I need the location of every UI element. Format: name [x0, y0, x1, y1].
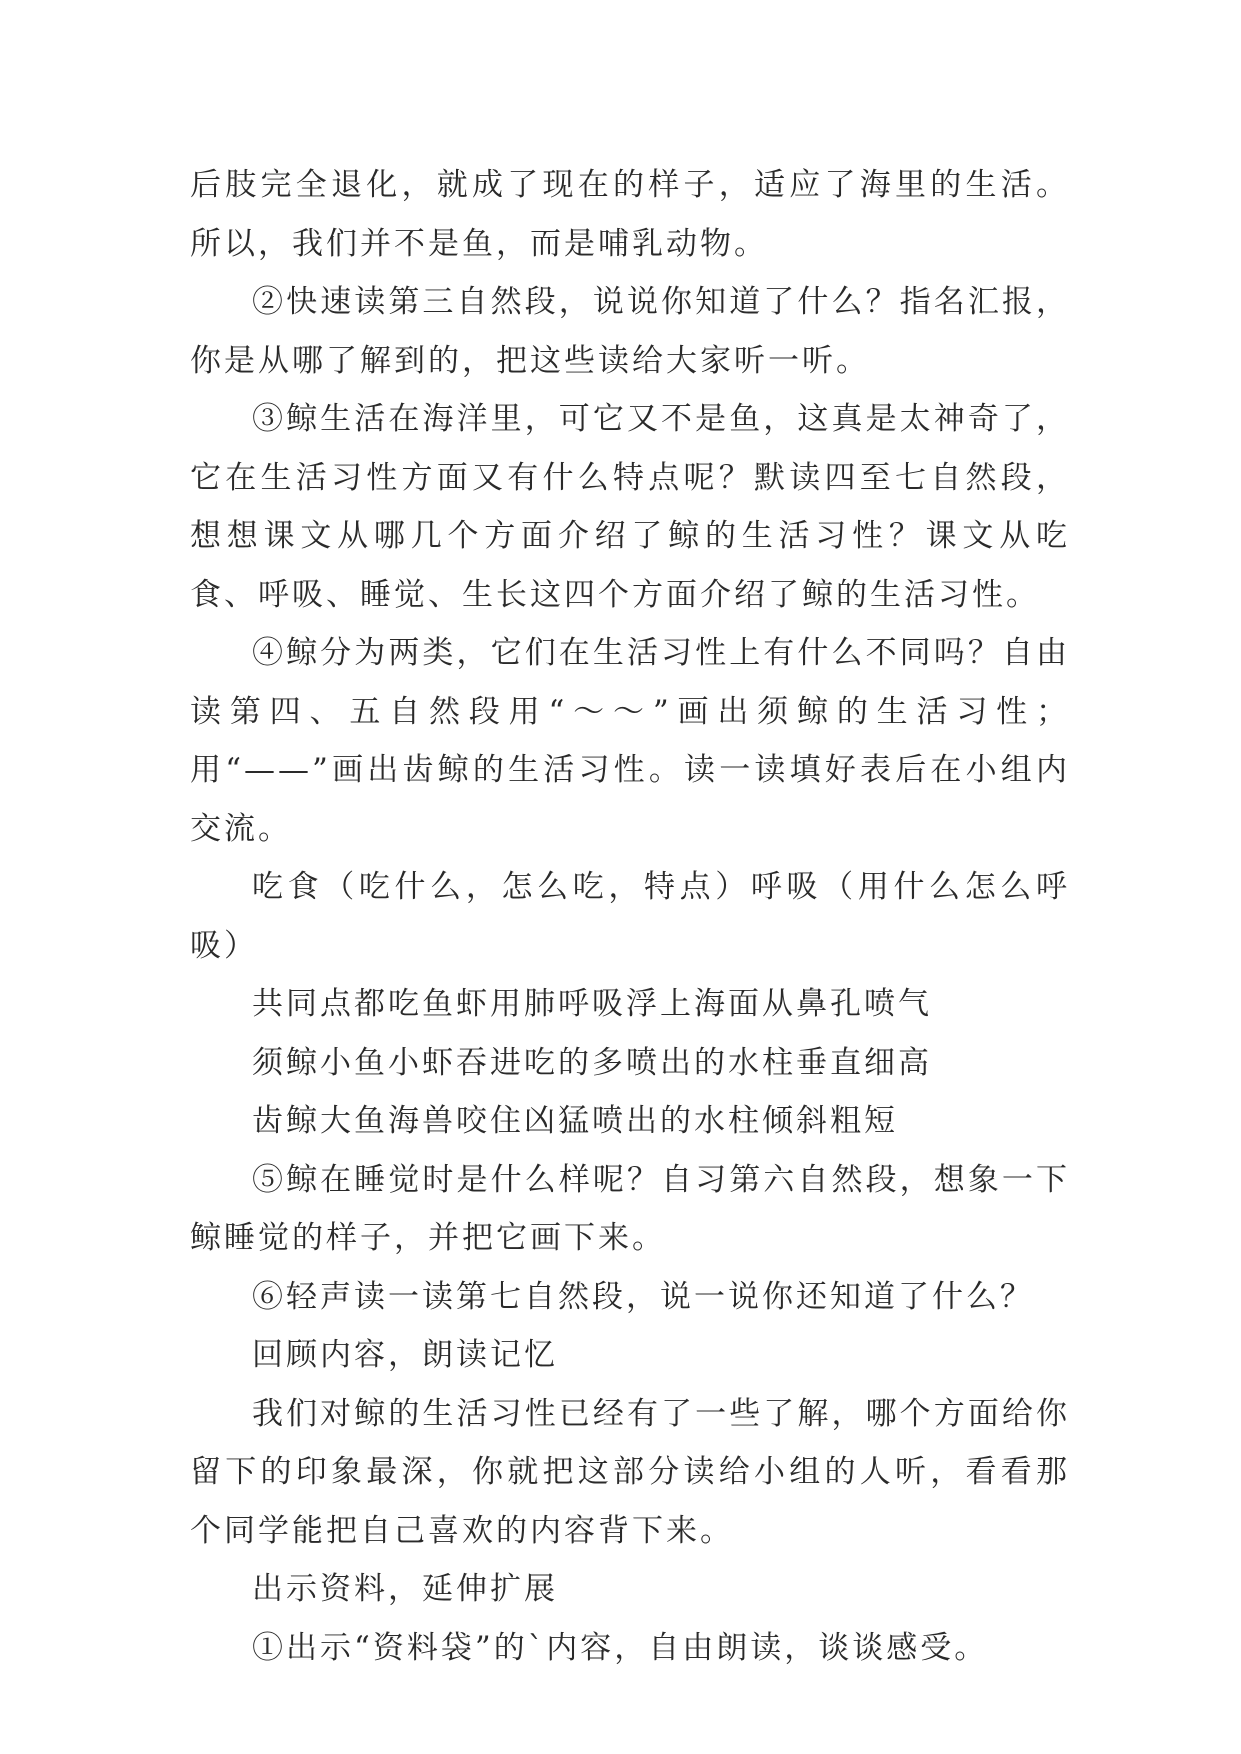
paragraph-8: ①出示“资料袋”的`内容，自由朗读，谈谈感受。 [252, 1629, 989, 1666]
section-heading-review: 回顾内容，朗读记忆 [252, 1337, 558, 1373]
table-row-common: 共同点都吃鱼虾用肺呼吸浮上海面从鼻孔喷气 [252, 986, 932, 1022]
paragraph-4: ④鲸分为两类，它们在生活习性上有什么不同吗？自由读第四、五自然段用“～～”画出须鲸的生活习性；用“——”画出齿鲸的生活习性。读一读填好表后在小组内交流。 [190, 635, 1070, 847]
paragraph-7: 我们对鲸的生活习性已经有了一些了解，哪个方面给你留下的印象最深，你就把这部分读给小组的人听，看看那个同学能把自己喜欢的内容背下来。 [190, 1395, 1070, 1549]
paragraph-3: ③鲸生活在海洋里，可它又不是鱼，这真是太神奇了，它在生活习性方面又有什么特点呢？默读四至七自然段，想想课文从哪几个方面介绍了鲸的生活习性？课文从吃食、呼吸、睡觉、生长这四个方面介绍了鲸的生活习性。 [190, 401, 1070, 613]
paragraph-5: ⑤鲸在睡觉时是什么样呢？自习第六自然段，想象一下鲸睡觉的样子，并把它画下来。 [190, 1161, 1070, 1256]
paragraph-1: 后肢完全退化，就成了现在的样子，适应了海里的生活。所以，我们并不是鱼，而是哺乳动物。 [190, 167, 1070, 262]
table-header-line: 吃食（吃什么，怎么吃，特点）呼吸（用什么怎么呼吸） [190, 869, 1070, 964]
paragraph-6: ⑥轻声读一读第七自然段，说一说你还知道了什么？ [252, 1278, 1034, 1315]
table-row-baleen-whale: 须鲸小鱼小虾吞进吃的多喷出的水柱垂直细高 [252, 1044, 932, 1081]
document-body [190, 156, 1070, 1677]
section-heading-extension: 出示资料，延伸扩展 [252, 1571, 558, 1607]
table-row-toothed-whale: 齿鲸大鱼海兽咬住凶猛喷出的水柱倾斜粗短 [252, 1103, 898, 1139]
paragraph-2: ②快速读第三自然段，说说你知道了什么？指名汇报，你是从哪了解到的，把这些读给大家听一听。 [190, 284, 1070, 379]
